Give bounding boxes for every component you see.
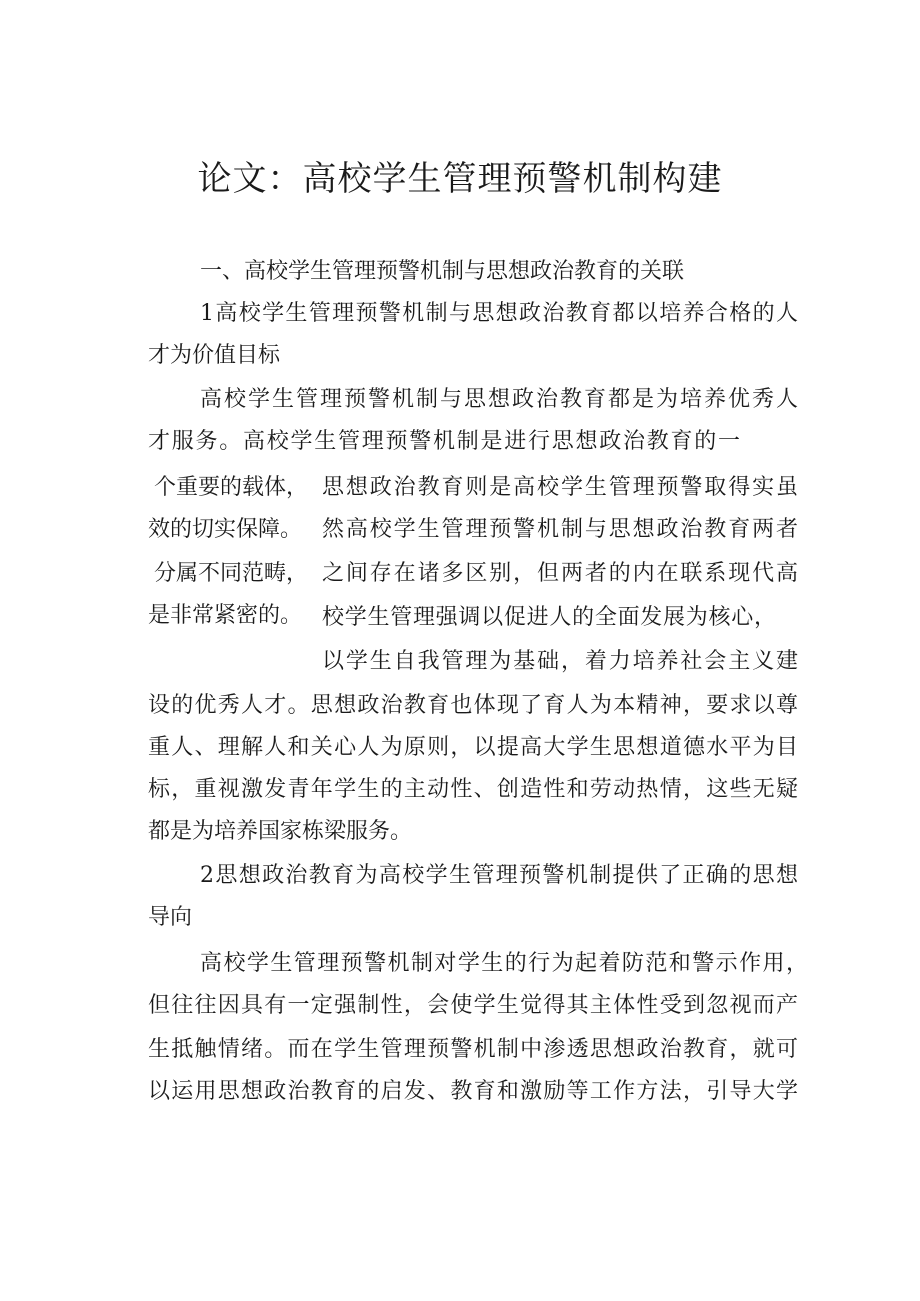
text-line: 效的切实保障。 (148, 517, 303, 542)
text-line: 是非常紧密的。 (148, 603, 303, 628)
text-line: 都是为培养国家栋梁服务。 (148, 819, 413, 844)
text-line: 然高校学生管理预警机制与思想政治教育两者 (322, 517, 798, 542)
text-line: 分属不同范畴， (154, 561, 309, 586)
text-line: 1高校学生管理预警机制与思想政治教育都以培养合格的人 (200, 301, 798, 326)
text-line: 思想政治教育则是高校学生管理预警取得实虽 (322, 475, 798, 500)
text-line: 重人、理解人和关心人为原则，以提高大学生思想道德水平为目 (148, 735, 798, 760)
text-line: 才服务。高校学生管理预警机制是进行思想政治教育的一 (148, 429, 740, 454)
section-heading: 一、高校学生管理预警机制与思想政治教育的关联 (200, 259, 685, 284)
text-line: 设的优秀人才。思想政治教育也体现了育人为本精神，要求以尊 (148, 693, 798, 718)
text-line: 之间存在诸多区别，但两者的内在联系现代高 (322, 561, 798, 586)
text-line: 个重要的载体， (154, 475, 309, 500)
text-line: 以学生自我管理为基础，着力培养社会主义建 (322, 649, 798, 674)
text-line: 但往往因具有一定强制性，会使学生觉得其主体性受到忽视而产 (148, 993, 798, 1018)
document-title: 论文：高校学生管理预警机制构建 (197, 159, 723, 199)
text-line: 以运用思想政治教育的启发、教育和激励等工作方法，引导大学 (148, 1079, 798, 1104)
text-line: 2思想政治教育为高校学生管理预警机制提供了正确的思想 (200, 863, 798, 888)
text-line: 校学生管理强调以促进人的全面发展为核心， (322, 605, 776, 630)
text-line: 生抵触情绪。而在学生管理预警机制中渗透思想政治教育，就可 (148, 1037, 798, 1062)
text-line: 标，重视激发青年学生的主动性、创造性和劳动热情，这些无疑 (148, 777, 798, 802)
text-line: 高校学生管理预警机制与思想政治教育都是为培养优秀人 (200, 387, 798, 412)
text-line: 高校学生管理预警机制对学生的行为起着防范和警示作用， (200, 951, 808, 976)
text-line: 导向 (148, 905, 193, 930)
text-line: 才为价值目标 (148, 343, 281, 368)
